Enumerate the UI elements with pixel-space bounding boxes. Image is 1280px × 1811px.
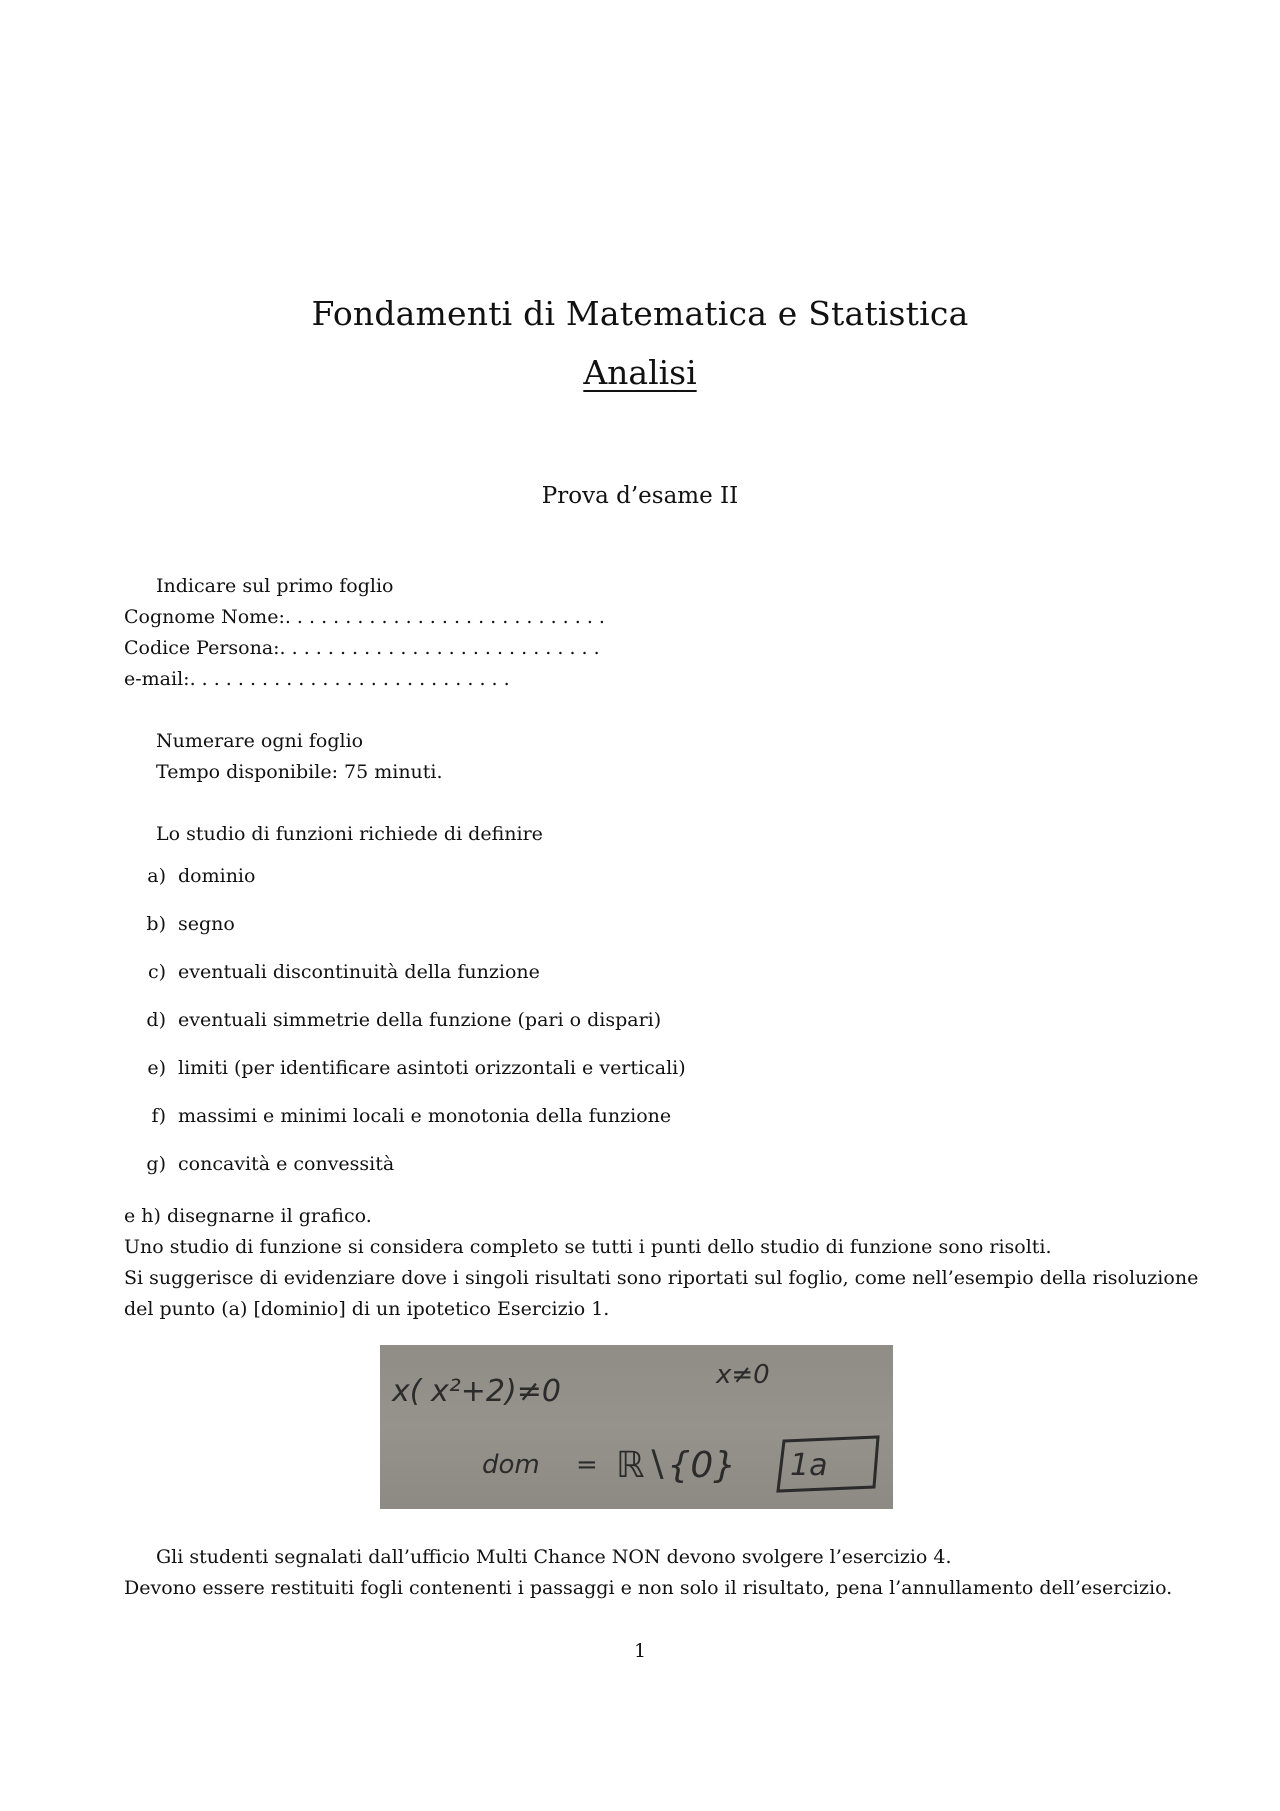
page-number: 1 [633,1640,647,1662]
instruction-number-sheets: Numerare ogni foglio [156,730,364,752]
field-email: e-mail:. . . . . . . . . . . . . . . . . . . . . . . . . . . [124,668,510,690]
handwritten-equals: = [576,1450,598,1480]
suggestion-line-1: Si suggerisce di evidenziare dove i singoli risultati sono riportati sul foglio, come nell’esempio della risoluzione [124,1267,1199,1289]
list-item-text: concavità e convessità [178,1153,395,1175]
instruction-time: Tempo disponibile: 75 minuti. [156,761,443,783]
list-item-label: e) [147,1057,166,1079]
final-item: e h) disegnarne il grafico. [124,1205,372,1227]
handwritten-example-photo [380,1345,893,1509]
multi-chance-note: Gli studenti segnalati dall’ufficio Multi Chance NON devono svolgere l’esercizio 4. [156,1546,952,1568]
list-item-text: dominio [178,865,256,887]
list-item-text: eventuali simmetrie della funzione (pari o dispari) [178,1009,662,1031]
list-item-text: massimi e minimi locali e monotonia della funzione [178,1105,672,1127]
study-intro: Lo studio di funzioni richiede di definire [156,823,543,845]
list-item-label: c) [147,961,166,983]
section-subtitle [0,353,1280,392]
subtitle-text: Analisi [583,353,697,392]
handwritten-dom-value: ℝ∖{0} [616,1445,737,1486]
list-item-text: limiti (per identificare asintoti orizzontali e verticali) [178,1057,686,1079]
course-title: Fondamenti di Matematica e Statistica [311,294,969,333]
exam-title: Prova d’esame II [541,483,739,509]
handwriting-drawing [380,1345,893,1509]
instruction-first-sheet: Indicare sul primo foglio [156,575,394,597]
handwritten-tag: 1a [790,1448,828,1483]
list-item-label: d) [146,1009,166,1031]
complete-note: Uno studio di funzione si considera completo se tutti i punti dello studio di funzione sono risolti. [124,1236,1052,1258]
list-item-label: a) [147,865,166,887]
handwritten-line-1-right: x≠0 [716,1360,770,1390]
list-item-text: segno [178,913,235,935]
list-item-label: f) [151,1105,166,1127]
list-item-label: b) [146,913,166,935]
list-item-text: eventuali discontinuità della funzione [178,961,540,983]
handwritten-dom-label: dom [482,1450,540,1480]
suggestion-line-2: del punto (a) [dominio] di un ipotetico Esercizio 1. [124,1298,610,1320]
field-surname-name: Cognome Nome:. . . . . . . . . . . . . . . . . . . . . . . . . . . [124,606,605,628]
field-person-code: Codice Persona:. . . . . . . . . . . . . . . . . . . . . . . . . . . [124,637,600,659]
return-sheets-note: Devono essere restituiti fogli contenenti i passaggi e non solo il risultato, pena l’annullamento dell’esercizio. [124,1577,1173,1599]
list-item-label: g) [146,1153,166,1175]
handwritten-line-1-left: x( x²+2)≠0 [392,1374,561,1409]
